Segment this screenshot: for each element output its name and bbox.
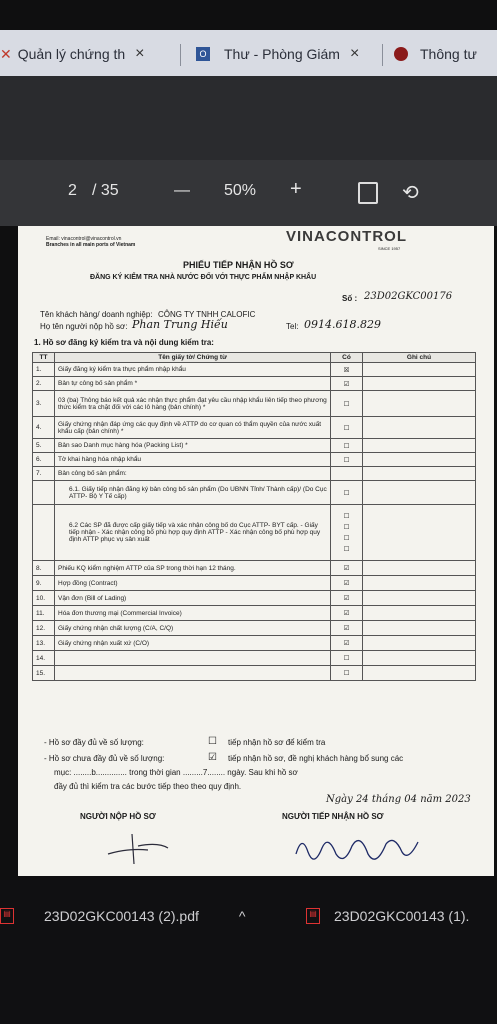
- form-subtitle: ĐĂNG KÝ KIỂM TRA NHÀ NƯỚC ĐỐI VỚI THỰC PHẨM NHẬP KHẨU: [90, 274, 317, 281]
- row-document-name: Giấy đăng ký kiểm tra thực phẩm nhập khẩu: [55, 363, 331, 377]
- checkbox[interactable]: ☑: [343, 595, 350, 602]
- col-header-co: Có: [331, 353, 363, 363]
- row-number: 2.: [33, 377, 55, 391]
- form-title: PHIẾU TIẾP NHẬN HỒ SƠ: [183, 260, 294, 270]
- row-number: 6.: [33, 453, 55, 467]
- zoom-in-button[interactable]: +: [290, 178, 302, 200]
- fit-page-icon[interactable]: [358, 182, 378, 204]
- row-document-name: Bản sao Danh mục hàng hóa (Packing List) *: [55, 439, 331, 453]
- row-note: [363, 377, 476, 391]
- download-filename: 23D02GKC00143 (1).: [334, 908, 470, 924]
- row-note: [363, 481, 476, 505]
- row-note: [363, 576, 476, 591]
- checkbox[interactable]: ☐: [343, 456, 350, 464]
- checkbox[interactable]: ☐: [343, 670, 350, 677]
- customer-label: Tên khách hàng/ doanh nghiệp:: [40, 310, 153, 319]
- table-header-row: [33, 353, 476, 363]
- row-note: [363, 621, 476, 636]
- row-number: [33, 481, 55, 505]
- rotate-icon[interactable]: ⟲: [402, 182, 419, 204]
- row-document-name: Bản công bố sản phẩm:: [55, 467, 331, 481]
- row-number: 13.: [33, 636, 55, 651]
- row-note: [363, 467, 476, 481]
- header-branches: Branches in all main ports of Vietnam: [46, 242, 136, 248]
- row-document-name: [55, 651, 331, 666]
- vinacontrol-logo: VINACONTROL: [286, 228, 407, 245]
- note-incomplete-tail: tiếp nhận hồ sơ, đề nghị khách hàng bổ sung các: [228, 754, 404, 763]
- submitter-value: Phan Trung Hiếu: [132, 318, 228, 331]
- row-note: [363, 417, 476, 439]
- site-icon: [394, 47, 408, 61]
- tab-thong-tu[interactable]: [394, 38, 477, 70]
- note-followup-line: đầy đủ thì kiểm tra các bước tiếp theo theo quy định.: [54, 782, 242, 791]
- browser-tab-bar: [0, 30, 497, 76]
- tab-label: Quản lý chứng th: [17, 46, 126, 62]
- table-row: [33, 391, 476, 417]
- checkbox[interactable]: ☐: [343, 400, 350, 408]
- signature-submitter: [98, 826, 178, 866]
- zoom-level: 50%: [224, 182, 257, 199]
- row-note: [363, 651, 476, 666]
- row-note: [363, 453, 476, 467]
- checkbox[interactable]: ☑: [343, 580, 350, 587]
- col-header-name: Tên giấy tờ/ Chứng từ: [55, 353, 331, 363]
- tel-value: 0914.618.829: [304, 318, 381, 331]
- table-row: [33, 591, 476, 606]
- checkbox[interactable]: ☑: [343, 640, 350, 647]
- pdf-toolbar: [0, 160, 497, 226]
- row-number: 3.: [33, 391, 55, 417]
- customer-value: CÔNG TY TNHH CALOFIC: [158, 310, 256, 319]
- download-item[interactable]: [306, 908, 469, 924]
- row-document-name: 6.2 Các SP đã được cấp giấy tiếp và xác nhận công bố do Cục ATTP- BYT cấp. - Giấy tiếp nhận - Xác nhận công bố phù hợp quy định ATTP - Xác nhận công bố phù hợp quy định ATTP phục vụ sản xuất: [55, 505, 331, 561]
- browser-toolbar-area: [0, 76, 497, 160]
- row-document-name: Bản tự công bố sản phẩm *: [55, 377, 331, 391]
- signature-left-label: NGƯỜI NỘP HỒ SƠ: [80, 812, 156, 821]
- table-row: [33, 651, 476, 666]
- table-row: [33, 636, 476, 651]
- row-note: [363, 606, 476, 621]
- table-row: [33, 439, 476, 453]
- row-note: [363, 561, 476, 576]
- table-row: [33, 481, 476, 505]
- row-note: [363, 505, 476, 561]
- header-email: Email: vinacontrol@vinacontrol.vn: [46, 236, 122, 242]
- note-incomplete: - Hồ sơ chưa đầy đủ về số lượng:: [44, 754, 165, 763]
- outlook-icon: O: [196, 47, 210, 61]
- row-number: [33, 505, 55, 561]
- signature-receiver: [288, 824, 428, 872]
- row-number: 15.: [33, 666, 55, 681]
- checkbox[interactable]: ☐: [343, 489, 350, 497]
- chevron-up-icon[interactable]: ^: [238, 908, 246, 924]
- col-header-note: Ghi chú: [363, 353, 476, 363]
- table-row: [33, 453, 476, 467]
- note-incomplete-checkbox[interactable]: ☑: [208, 752, 217, 763]
- row-document-name: Giấy chứng nhận đáp ứng các quy định về ATTP do cơ quan có thẩm quyền của nước xuất khẩu cấp (bản chính) *: [55, 417, 331, 439]
- pdf-file-icon: ▤: [306, 908, 320, 924]
- checkbox-group[interactable]: ☐ ☐ ☐ ☐: [343, 512, 350, 553]
- checkbox[interactable]: ☐: [343, 442, 350, 450]
- row-number: 12.: [33, 621, 55, 636]
- so-label: Số :: [342, 294, 358, 303]
- row-number: 11.: [33, 606, 55, 621]
- page-count: / 35: [92, 182, 119, 199]
- row-note: [363, 363, 476, 377]
- row-document-name: Giấy chứng nhận xuất xứ (C/O): [55, 636, 331, 651]
- close-icon[interactable]: ×: [349, 45, 360, 62]
- row-document-name: Hợp đồng (Contract): [55, 576, 331, 591]
- row-document-name: Vận đơn (Bill of Lading): [55, 591, 331, 606]
- table-row: [33, 417, 476, 439]
- tab-label: Thư - Phòng Giám: [224, 46, 340, 62]
- pdf-page: [18, 226, 494, 876]
- downloads-bar: [0, 880, 497, 1024]
- col-header-tt: TT: [33, 353, 55, 363]
- date-line: Ngày 24 tháng 04 năm 2023: [326, 794, 471, 805]
- row-note: [363, 439, 476, 453]
- tel-label: Tel:: [286, 322, 299, 331]
- table-row: [33, 666, 476, 681]
- tab-thu-phong-giam[interactable]: [196, 38, 359, 70]
- checkbox[interactable]: ☐: [343, 424, 350, 432]
- note-complete: - Hồ sơ đầy đủ về số lượng:: [44, 738, 144, 747]
- table-row: [33, 467, 476, 481]
- checkbox[interactable]: ☑: [343, 380, 350, 388]
- close-icon[interactable]: ×: [135, 45, 145, 62]
- so-value: 23D02GKC00176: [364, 291, 453, 302]
- row-number: 8.: [33, 561, 55, 576]
- row-document-name: Hóa đơn thương mại (Commercial Invoice): [55, 606, 331, 621]
- submitter-label: Họ tên người nộp hồ sơ:: [40, 322, 128, 331]
- note-items-line: mục: ........b.............. trong thời gian .........7........ ngày. Sau khi hồ sơ: [54, 768, 298, 777]
- row-number: 1.: [33, 363, 55, 377]
- row-note: [363, 666, 476, 681]
- tab-separator: [180, 44, 181, 66]
- checkbox[interactable]: ☑: [343, 625, 350, 632]
- table-row: [33, 561, 476, 576]
- tab-icon: ✕: [0, 45, 12, 62]
- signature-right-label: NGƯỜI TIẾP NHẬN HỒ SƠ: [282, 812, 384, 821]
- note-complete-tail: tiếp nhận hồ sơ để kiểm tra: [228, 738, 326, 747]
- note-complete-checkbox[interactable]: ☐: [208, 736, 217, 747]
- row-note: [363, 636, 476, 651]
- row-document-name: Phiếu KQ kiểm nghiệm ATTP của SP trong thời hạn 12 tháng.: [55, 561, 331, 576]
- row-number: 7.: [33, 467, 55, 481]
- section-1-heading: 1. Hồ sơ đăng ký kiểm tra và nội dung kiểm tra:: [34, 338, 214, 347]
- table-row: [33, 363, 476, 377]
- table-row: [33, 606, 476, 621]
- zoom-out-button[interactable]: —: [174, 182, 190, 199]
- row-document-name: [55, 666, 331, 681]
- checkbox[interactable]: ☑: [343, 565, 350, 572]
- row-note: [363, 391, 476, 417]
- row-note: [363, 591, 476, 606]
- checkbox[interactable]: ☑: [343, 610, 350, 617]
- row-number: 5.: [33, 439, 55, 453]
- logo-since: SINCE 1957: [378, 246, 401, 251]
- tab-quan-ly[interactable]: [0, 38, 145, 70]
- table-row: [33, 505, 476, 561]
- tab-label: Thông tư: [420, 46, 477, 62]
- page-number-input[interactable]: 2: [68, 182, 77, 199]
- row-number: 10.: [33, 591, 55, 606]
- pdf-file-icon: ▤: [0, 908, 14, 924]
- checkbox[interactable]: ☒: [343, 366, 350, 374]
- row-document-name: 6.1. Giấy tiếp nhận đăng ký bản công bố sản phẩm (Do UBNN Tỉnh/ Thành cấp)/ (Do Cục ATTP- Bộ Y Tế cấp): [55, 481, 331, 505]
- row-number: 4.: [33, 417, 55, 439]
- documents-table: [32, 352, 476, 681]
- table-row: [33, 576, 476, 591]
- checkbox[interactable]: ☐: [343, 655, 350, 662]
- download-filename: 23D02GKC00143 (2).pdf: [44, 908, 199, 924]
- tab-separator: [382, 44, 383, 66]
- table-row: [33, 621, 476, 636]
- download-item[interactable]: [0, 908, 245, 924]
- row-document-name: Tờ khai hàng hóa nhập khẩu: [55, 453, 331, 467]
- row-document-name: 03 (ba) Thông báo kết quả xác nhận thực phẩm đạt yêu cầu nhập khẩu liên tiếp theo phương thức kiểm tra chặt đối với các lô hàng (bản chính) *: [55, 391, 331, 417]
- row-number: 14.: [33, 651, 55, 666]
- row-document-name: Giấy chứng nhận chất lượng (C/A, C/Q): [55, 621, 331, 636]
- table-row: [33, 377, 476, 391]
- row-number: 9.: [33, 576, 55, 591]
